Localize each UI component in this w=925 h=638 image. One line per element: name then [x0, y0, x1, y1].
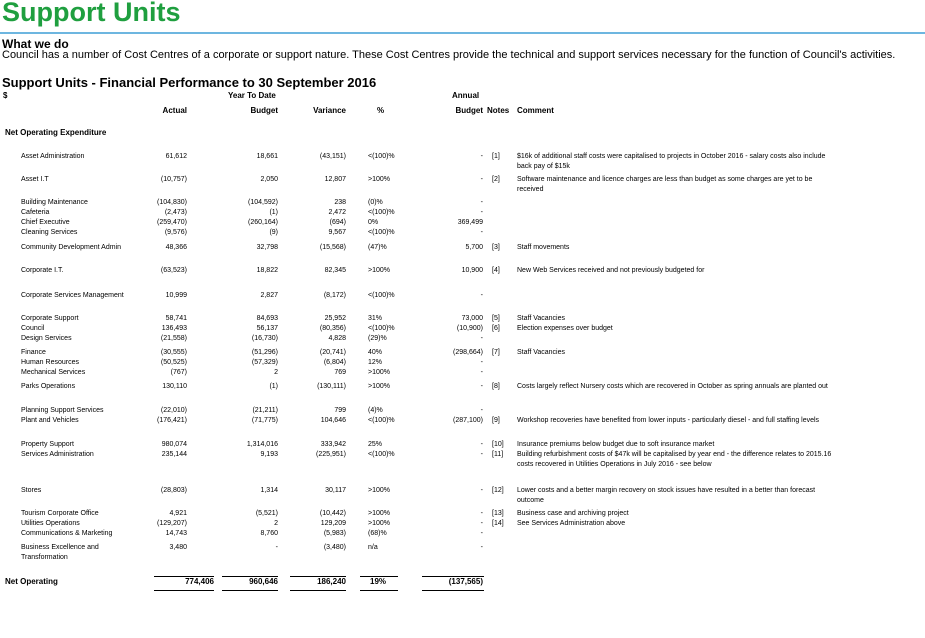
row-name: Finance	[21, 349, 46, 356]
row-comment: Software maintenance and licence charges are less than budget as some charges are yet to be received	[517, 176, 813, 193]
row-variance: (15,568)	[319, 244, 346, 251]
row-note: [11]	[492, 451, 504, 458]
table-row	[0, 406, 925, 416]
row-budget: (1)	[269, 209, 278, 216]
row-pct: >100%	[368, 510, 390, 517]
row-name: Services Administration	[21, 451, 94, 458]
row-annual-budget: -	[480, 544, 483, 551]
row-note: [3]	[492, 244, 500, 251]
row-annual-budget: 5,700	[465, 244, 483, 251]
row-budget: (51,296)	[251, 349, 278, 356]
row-annual-budget: 369,499	[457, 219, 483, 226]
row-variance: 104,646	[320, 417, 346, 424]
row-annual-budget: -	[480, 530, 483, 537]
row-annual-budget: -	[480, 451, 483, 458]
row-actual: 61,612	[165, 153, 187, 160]
row-pct: <(100)%	[368, 451, 395, 458]
total-double-rule	[290, 590, 346, 591]
table-row	[0, 291, 925, 301]
row-comment: $16k of additional staff costs were capitalised to projects in October 2016 - salary costs also include back pay of $15k	[517, 153, 826, 170]
row-variance: (20,741)	[319, 349, 346, 356]
row-variance: 238	[334, 199, 346, 206]
total-row	[0, 577, 925, 587]
row-name: Building Maintenance	[21, 199, 88, 206]
row-name: Community Development Admin	[21, 244, 121, 251]
row-comment: Staff movements	[517, 244, 570, 251]
row-annual-budget: -	[480, 176, 483, 183]
row-budget: 84,693	[256, 315, 278, 322]
row-annual-budget: (298,664)	[453, 349, 483, 356]
total-double-rule	[222, 590, 278, 591]
total-double-rule	[422, 590, 484, 591]
row-budget: 8,760	[260, 530, 278, 537]
row-pct: >100%	[368, 487, 390, 494]
row-budget: 56,137	[256, 325, 278, 332]
row-name: Corporate Services Management	[21, 292, 124, 299]
row-actual: (63,523)	[160, 267, 187, 274]
table-row	[0, 509, 925, 519]
row-pct: (29)%	[368, 335, 387, 342]
row-budget: (260,164)	[248, 219, 278, 226]
total-variance: 186,240	[317, 577, 346, 586]
row-name: Property Support	[21, 441, 74, 448]
row-name: Corporate I.T.	[21, 267, 64, 274]
row-name: Stores	[21, 487, 42, 494]
row-name: Design Services	[21, 335, 72, 342]
total-budget: 960,646	[249, 577, 278, 586]
row-name: Parks Operations	[21, 383, 76, 390]
row-pct: <(100)%	[368, 153, 395, 160]
table-row	[0, 543, 925, 561]
row-annual-budget: -	[480, 153, 483, 160]
notes-header: Notes	[487, 106, 510, 115]
table-row	[0, 266, 925, 276]
row-note: [13]	[492, 510, 504, 517]
actual-header: Actual	[162, 106, 187, 115]
pct-header: %	[377, 106, 385, 115]
row-variance: 12,807	[324, 176, 346, 183]
row-pct: >100%	[368, 520, 390, 527]
row-comment: Insurance premiums below budget due to soft insurance market	[517, 441, 715, 448]
ytd-header: Year To Date	[228, 91, 276, 100]
section-heading: Net Operating Expenditure	[5, 128, 107, 137]
row-budget: (1)	[269, 383, 278, 390]
row-budget: (16,730)	[251, 335, 278, 342]
row-annual-budget: -	[480, 229, 483, 236]
row-variance: 82,345	[324, 267, 346, 274]
row-actual: 58,741	[165, 315, 187, 322]
row-pct: n/a	[368, 544, 378, 551]
table-row	[0, 486, 925, 504]
table-row	[0, 198, 925, 208]
table-row	[0, 228, 925, 238]
row-budget: 18,661	[256, 153, 278, 160]
row-budget: (57,329)	[251, 359, 278, 366]
row-variance: (130,111)	[317, 383, 346, 390]
row-variance: 25,952	[324, 315, 346, 322]
row-name: Tourism Corporate Office	[21, 510, 99, 517]
row-budget: 2	[274, 520, 278, 527]
table-title: Support Units - Financial Performance to 30 September 2016	[2, 75, 377, 90]
row-budget: (21,211)	[252, 407, 278, 414]
row-variance: 2,472	[328, 209, 346, 216]
table-row	[0, 450, 925, 468]
row-variance: (10,442)	[319, 510, 346, 517]
table-row	[0, 416, 925, 426]
row-budget: (5,521)	[255, 510, 278, 517]
row-actual: 3,480	[169, 544, 187, 551]
row-annual-budget: -	[480, 369, 483, 376]
row-variance: 769	[334, 369, 346, 376]
row-name: Asset I.T	[21, 176, 49, 183]
row-variance: (6,804)	[323, 359, 346, 366]
row-budget: 9,193	[260, 451, 278, 458]
row-budget: 1,314	[260, 487, 278, 494]
row-comment: Workshop recoveries have benefited from lower inputs - particularly diesel - and full staffing levels	[517, 417, 820, 424]
row-annual-budget: (287,100)	[453, 417, 483, 424]
row-comment: Building refurbishment costs of $47k will be capitalised by year end - the difference relates to 2015.16 costs recovered in Utilities Operations in July 2016 - see below	[517, 451, 832, 468]
row-budget: 2,050	[260, 176, 278, 183]
page-title: Support Units	[2, 0, 181, 27]
row-pct: (0)%	[368, 199, 383, 206]
table-row	[0, 440, 925, 450]
row-annual-budget: -	[480, 359, 483, 366]
row-note: [6]	[492, 325, 500, 332]
row-name: Council	[21, 325, 45, 332]
row-variance: (225,951)	[316, 451, 346, 458]
row-pct: 40%	[368, 349, 383, 356]
row-name: Asset Administration	[21, 153, 85, 160]
table-row	[0, 519, 925, 529]
row-variance: (694)	[329, 219, 346, 226]
row-actual: (767)	[170, 369, 187, 376]
row-actual: 235,144	[161, 451, 187, 458]
row-variance: 30,117	[325, 487, 346, 494]
row-annual-budget: -	[480, 487, 483, 494]
table-row	[0, 152, 925, 170]
row-budget: (104,592)	[248, 199, 278, 206]
table-row	[0, 358, 925, 368]
row-actual: (50,525)	[160, 359, 187, 366]
total-label: Net Operating	[5, 577, 58, 586]
row-variance: (5,983)	[323, 530, 346, 537]
table-row	[0, 208, 925, 218]
row-annual-budget: (10,900)	[456, 325, 483, 332]
table-row	[0, 243, 925, 253]
table-row	[0, 382, 925, 392]
row-pct: (68)%	[368, 530, 387, 537]
what-we-do-heading: What we do	[2, 37, 69, 51]
row-pct: (4)%	[368, 407, 383, 414]
table-row	[0, 218, 925, 228]
row-budget: 32,798	[256, 244, 278, 251]
comment-header: Comment	[517, 106, 554, 115]
row-variance: (8,172)	[323, 292, 346, 299]
row-note: [9]	[492, 417, 500, 424]
row-name: Planning Support Services	[21, 407, 104, 414]
row-pct: >100%	[368, 176, 390, 183]
row-variance: 799	[334, 407, 346, 414]
row-pct: >100%	[368, 383, 390, 390]
row-name: Human Resources	[21, 359, 79, 366]
row-actual: 130,110	[162, 383, 187, 390]
annual-budget-header: Budget	[455, 106, 483, 115]
row-variance: 129,209	[320, 520, 346, 527]
budget-header: Budget	[250, 106, 278, 115]
row-annual-budget: -	[480, 510, 483, 517]
row-actual: (2,473)	[164, 209, 187, 216]
row-annual-budget: -	[480, 407, 483, 414]
row-comment: New Web Services received and not previously budgeted for	[517, 267, 705, 274]
row-comment: Election expenses over budget	[517, 325, 613, 332]
row-actual: (21,558)	[160, 335, 187, 342]
variance-header: Variance	[313, 106, 346, 115]
row-note: [7]	[492, 349, 500, 356]
row-name: Utilities Operations	[21, 520, 80, 527]
row-pct: 31%	[368, 315, 383, 322]
row-variance: 333,942	[320, 441, 346, 448]
row-variance: 9,567	[328, 229, 346, 236]
row-pct: >100%	[368, 267, 390, 274]
row-comment: Staff Vacancies	[517, 349, 565, 356]
row-pct: <(100)%	[368, 229, 395, 236]
row-annual-budget: -	[480, 199, 483, 206]
row-variance: (80,356)	[319, 325, 346, 332]
row-budget: 2	[274, 369, 278, 376]
annual-header: Annual	[452, 91, 480, 100]
row-actual: (176,421)	[157, 417, 187, 424]
table-row	[0, 368, 925, 378]
row-actual: (259,470)	[157, 219, 187, 226]
row-name: Mechanical Services	[21, 369, 86, 376]
row-actual: (129,207)	[157, 520, 187, 527]
table-row	[0, 175, 925, 193]
total-double-rule	[154, 590, 214, 591]
row-variance: (43,151)	[319, 153, 346, 160]
row-budget: -	[275, 544, 278, 551]
row-note: [2]	[492, 176, 500, 183]
row-actual: (22,010)	[160, 407, 187, 414]
row-variance: (3,480)	[323, 544, 346, 551]
row-note: [4]	[492, 267, 500, 274]
row-actual: (9,576)	[164, 229, 187, 236]
intro-paragraph: Council has a number of Cost Centres of a corporate or support nature. These Cost Centres provide the technical and support services necessary for the function of Council's activities.	[2, 49, 896, 61]
table-row	[0, 529, 925, 539]
row-comment: See Services Administration above	[517, 520, 626, 527]
row-annual-budget: -	[480, 520, 483, 527]
row-actual: (28,803)	[160, 487, 187, 494]
row-actual: 4,921	[169, 510, 187, 517]
row-actual: 14,743	[165, 530, 187, 537]
row-pct: <(100)%	[368, 417, 395, 424]
row-budget: (9)	[269, 229, 278, 236]
row-actual: 980,074	[161, 441, 187, 448]
row-actual: 48,366	[165, 244, 187, 251]
row-actual: (10,757)	[160, 176, 187, 183]
row-name: Plant and Vehicles	[21, 417, 79, 424]
row-name: Cafeteria	[21, 209, 50, 216]
total-pct: 19%	[370, 577, 387, 586]
row-comment: Lower costs and a better margin recovery on stock issues have resulted in a better than forecast outcome	[517, 487, 816, 504]
total-annual: (137,565)	[448, 577, 483, 586]
row-pct: 0%	[368, 219, 379, 226]
row-annual-budget: -	[480, 383, 483, 390]
total-double-rule	[360, 590, 398, 591]
row-pct: <(100)%	[368, 325, 395, 332]
row-annual-budget: -	[480, 441, 483, 448]
row-annual-budget: -	[480, 335, 483, 342]
row-note: [14]	[492, 520, 504, 527]
title-divider	[0, 32, 925, 34]
row-budget: 1,314,016	[246, 441, 278, 448]
row-variance: 4,828	[328, 335, 346, 342]
row-comment: Costs largely reflect Nursery costs which are recovered in October as spring annuals are planted out	[517, 383, 828, 390]
row-actual: 10,999	[165, 292, 187, 299]
row-annual-budget: 73,000	[461, 315, 483, 322]
row-pct: 25%	[368, 441, 383, 448]
row-pct: (47)%	[368, 244, 387, 251]
row-actual: (104,830)	[157, 199, 187, 206]
row-pct: >100%	[368, 369, 390, 376]
row-annual-budget: 10,900	[461, 267, 483, 274]
table-row	[0, 314, 925, 324]
row-actual: 136,493	[161, 325, 187, 332]
row-note: [12]	[492, 487, 504, 494]
row-note: [1]	[492, 153, 500, 160]
row-comment: Staff Vacancies	[517, 315, 565, 322]
row-name: Business Excellence and Transformation	[21, 544, 99, 561]
row-annual-budget: -	[480, 292, 483, 299]
currency-header: $	[3, 91, 8, 100]
table-row	[0, 334, 925, 344]
table-row	[0, 348, 925, 358]
row-name: Corporate Support	[21, 315, 79, 322]
row-note: [10]	[492, 441, 504, 448]
row-pct: <(100)%	[368, 292, 395, 299]
row-comment: Business case and archiving project	[517, 510, 629, 517]
row-budget: 2,827	[260, 292, 278, 299]
table-row	[0, 324, 925, 334]
total-actual: 774,406	[185, 577, 214, 586]
row-name: Communications & Marketing	[21, 530, 113, 537]
row-actual: (30,555)	[160, 349, 187, 356]
row-note: [8]	[492, 383, 500, 390]
row-annual-budget: -	[480, 209, 483, 216]
row-budget: (71,775)	[251, 417, 278, 424]
row-name: Cleaning Services	[21, 229, 78, 236]
row-budget: 18,822	[256, 267, 278, 274]
row-name: Chief Executive	[21, 219, 70, 226]
row-note: [5]	[492, 315, 500, 322]
row-pct: <(100)%	[368, 209, 395, 216]
row-pct: 12%	[368, 359, 383, 366]
